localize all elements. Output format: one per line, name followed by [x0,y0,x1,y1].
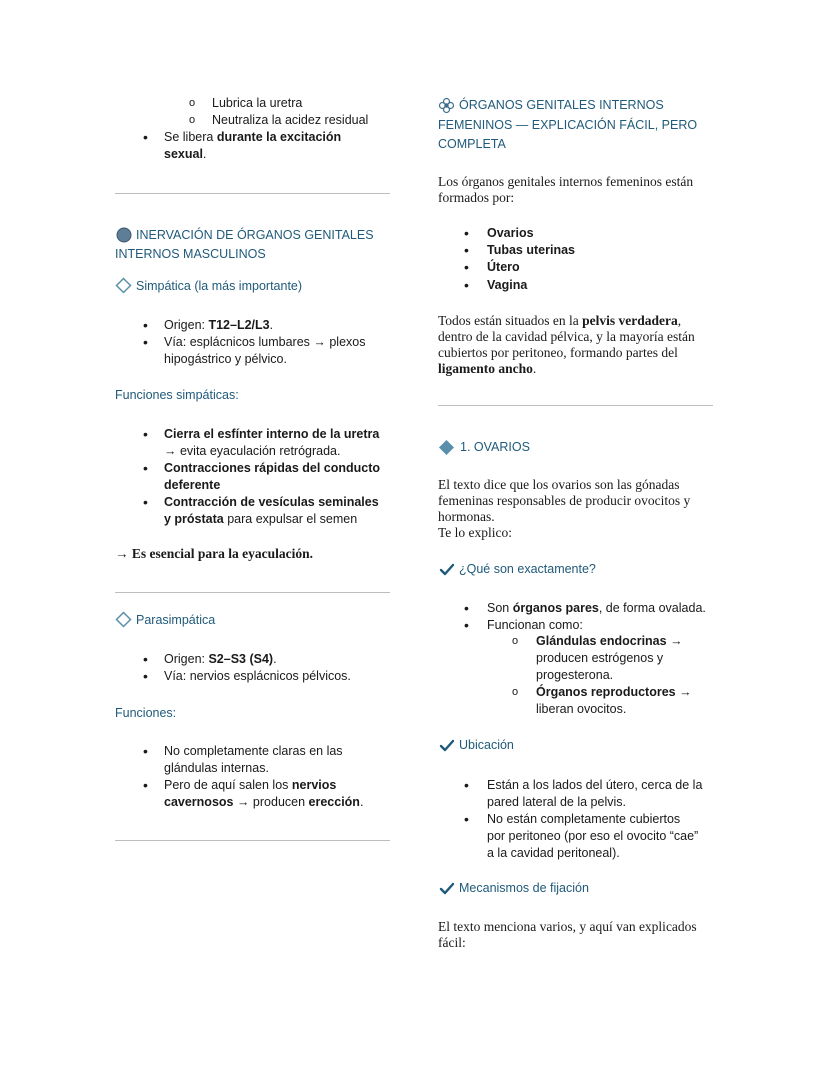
bullet-icon: • [143,668,148,684]
bullet-icon: • [143,460,148,476]
bullet-icon: • [143,494,148,510]
list-item: Funcionan como: [487,618,583,632]
paragraph: Los órganos genitales internos femeninos están formados por: [438,174,694,205]
bullet-icon: • [143,129,148,145]
bullet-icon: • [464,777,469,793]
paragraph: Todos están situados en la pelvis verdadera, dentro de la cavidad pélvica, y la mayoría están cubiertos por peritoneo, formando partes del ligamento ancho. [438,313,695,376]
list-item: Vía: nervios esplácnicos pélvicos. [164,669,351,683]
section-title-line2: FEMENINOS — EXPLICACIÓN FÁCIL, PERO [438,118,698,132]
bullet-icon: • [464,600,469,616]
blue-circle-icon [116,227,132,243]
list-item: Pero de aquí salen los nervios cavernosos → producen erección. [164,778,364,809]
divider [115,193,390,194]
circle-bullet-icon: o [189,97,196,109]
bullet-icon: • [143,426,148,442]
list-item: Están a los lados del útero, cerca de la pared lateral de la pelvis. [487,778,703,809]
list-item: Ovarios [487,226,534,240]
divider [438,405,713,406]
subheading-mecanismos: Mecanismos de fijación [459,881,589,895]
subheading-que-son: ¿Qué son exactamente? [459,562,596,576]
list-item: No están completamente cubiertos por peritoneo (por eso el ovocito “cae” a la cavidad peritoneal). [487,812,699,860]
essential-note: → Es esencial para la eyaculación. [115,546,313,561]
list-item: Órganos reproductores → liberan ovocitos. [536,685,692,716]
list-item: Lubrica la uretra [212,96,303,110]
diamond-icon [115,611,132,628]
list-item: Contracción de vesículas seminales y próstata para expulsar el semen [164,495,379,526]
list-item: Neutraliza la acidez residual [212,113,369,127]
circle-bullet-icon: o [512,635,519,647]
list-item: Origen: S2–S3 (S4). [164,652,277,666]
list-item: Son órganos pares, de forma ovalada. [487,601,706,615]
section-title-line3: COMPLETA [438,137,506,151]
list-item: Glándulas endocrinas → producen estrógenos y progesterona. [536,634,683,682]
bullet-icon: • [143,334,148,350]
circle-bullet-icon: o [189,114,196,126]
bullet-icon: • [464,259,469,275]
bullet-icon: • [464,811,469,827]
list-item: Origen: T12–L2/L3. [164,318,274,332]
paragraph: El texto dice que los ovarios son las gónadas femeninas responsables de producir ovocitos y hormonas. Te lo explico: [438,477,691,540]
bullet-icon: • [464,277,469,293]
list-item: No completamente claras en las glándulas internas. [164,744,343,775]
section-title: ÓRGANOS GENITALES INTERNOS [459,98,664,112]
flower-icon [438,97,455,114]
list-item: Se libera durante la excitación sexual. [164,130,342,161]
check-icon [439,882,455,896]
list-item: Vagina [487,278,528,292]
filled-diamond-icon [438,439,455,456]
bullet-icon: • [143,743,148,759]
divider [115,840,390,841]
circle-bullet-icon: o [512,686,519,698]
diamond-icon [115,277,132,294]
funciones-simpaticas-heading: Funciones simpáticas: [115,388,239,402]
list-item: Cierra el esfínter interno de la uretra → evita eyaculación retrógrada. [164,427,380,458]
list-item: Contracciones rápidas del conducto deferente [164,461,381,492]
list-item: Tubas uterinas [487,243,575,257]
bullet-icon: • [143,777,148,793]
list-item: Útero [487,260,520,274]
paragraph: El texto menciona varios, y aquí van explicados fácil: [438,919,697,950]
bullet-icon: • [143,651,148,667]
bullet-icon: • [143,317,148,333]
section-title-line2: INTERNOS MASCULINOS [115,247,266,261]
bullet-icon: • [464,617,469,633]
list-item: Vía: esplácnicos lumbares → plexos hipogástrico y pélvico. [164,335,366,366]
subheading-parasimpatica: Parasimpática [136,613,216,627]
subheading-ovarios: 1. OVARIOS [460,440,530,454]
subheading-simpatica: Simpática (la más importante) [136,279,303,293]
check-icon [439,739,455,753]
bullet-icon: • [464,242,469,258]
section-title: INERVACIÓN DE ÓRGANOS GENITALES [136,228,374,242]
check-icon [439,563,455,577]
divider [115,592,390,593]
subheading-ubicacion: Ubicación [459,738,514,752]
bullet-icon: • [464,225,469,241]
funciones-heading: Funciones: [115,706,177,720]
